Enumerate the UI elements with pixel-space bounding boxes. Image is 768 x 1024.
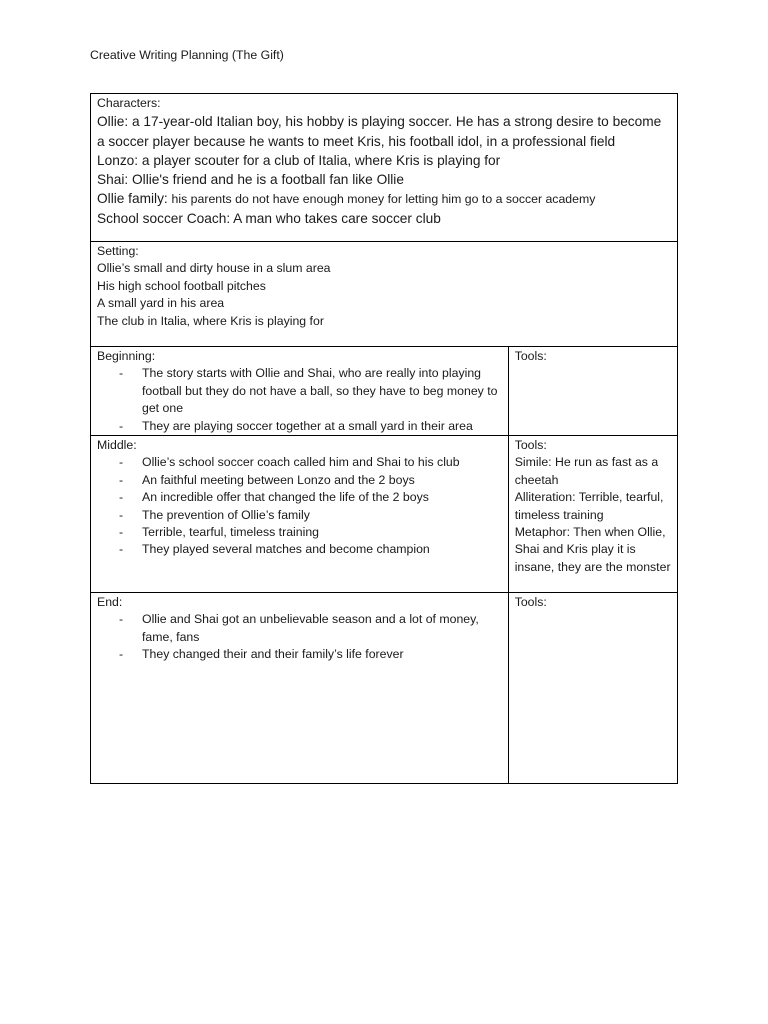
characters-cell bbox=[91, 94, 678, 242]
dash-bullet: - bbox=[119, 366, 124, 381]
setting-cell bbox=[91, 242, 678, 347]
beginning-item bbox=[97, 365, 502, 417]
beginning-item-text: The story starts with Ollie and Shai, who are really into playing football but they do not have a ball, so they have to beg money to get one bbox=[142, 366, 498, 416]
end-tools-label: Tools: bbox=[514, 595, 547, 610]
end-item bbox=[97, 646, 502, 663]
dash-bullet: - bbox=[119, 418, 124, 433]
beginning-tools-cell bbox=[508, 347, 677, 436]
end-item-text: Ollie and Shai got an unbelievable season and a lot of money, fame, fans bbox=[142, 612, 479, 644]
end-tools-cell bbox=[508, 593, 677, 784]
middle-cell bbox=[91, 436, 509, 593]
setting-item: The club in Italia, where Kris is playing for bbox=[97, 313, 324, 328]
end-cell bbox=[91, 593, 509, 784]
character-family-prefix: Ollie family: bbox=[97, 191, 172, 207]
end-list bbox=[97, 611, 502, 663]
planning-table bbox=[90, 93, 678, 784]
middle-item bbox=[97, 524, 502, 541]
tool-metaphor: Metaphor: Then when Ollie, Shai and Kris play it is insane, they are the monster bbox=[514, 525, 671, 574]
setting-label: Setting: bbox=[97, 244, 139, 258]
dash-bullet: - bbox=[119, 542, 124, 557]
character-lonzo: Lonzo: a player scouter for a club of Italia, where Kris is playing for bbox=[97, 152, 501, 168]
middle-item-text: An faithful meeting between Lonzo and the 2 boys bbox=[142, 472, 415, 487]
middle-item bbox=[97, 454, 502, 471]
end-item-text: They changed their and their family’s life forever bbox=[142, 647, 404, 662]
characters-row bbox=[91, 94, 678, 242]
middle-item-text: They played several matches and become champion bbox=[142, 542, 430, 557]
character-shai: Shai: Ollie's friend and he is a football fan like Ollie bbox=[97, 172, 404, 188]
middle-row bbox=[91, 436, 678, 593]
middle-list bbox=[97, 454, 502, 558]
beginning-label: Beginning: bbox=[97, 349, 156, 363]
tool-alliteration: Alliteration: Terrible, tearful, timeless training bbox=[514, 490, 664, 522]
middle-item-text: The prevention of Ollie’s family bbox=[142, 507, 310, 522]
characters-label: Characters: bbox=[97, 96, 161, 110]
character-coach: School soccer Coach: A man who takes care soccer club bbox=[97, 210, 441, 226]
character-family-text: his parents do not have enough money for letting him go to a soccer academy bbox=[171, 192, 596, 207]
character-ollie: Ollie: a 17-year-old Italian boy, his hobby is playing soccer. He has a strong desire to become a soccer player because he wants to meet Kris, his football idol, in a professional field bbox=[97, 114, 662, 149]
beginning-cell bbox=[91, 347, 509, 436]
beginning-row bbox=[91, 347, 678, 436]
dash-bullet: - bbox=[119, 507, 124, 522]
end-label: End: bbox=[97, 595, 123, 610]
dash-bullet: - bbox=[119, 490, 124, 505]
middle-item bbox=[97, 507, 502, 524]
middle-tools-label: Tools: bbox=[514, 438, 547, 453]
middle-item-text: Ollie’s school soccer coach called him and Shai to his club bbox=[142, 455, 460, 470]
document-title: Creative Writing Planning (The Gift) bbox=[90, 48, 284, 62]
beginning-item-text: They are playing soccer together at a small yard in their area bbox=[142, 418, 473, 433]
beginning-tools-label: Tools: bbox=[514, 349, 547, 363]
dash-bullet: - bbox=[119, 455, 124, 470]
dash-bullet: - bbox=[119, 525, 124, 540]
beginning-list bbox=[97, 365, 502, 435]
middle-item bbox=[97, 489, 502, 506]
setting-item: His high school football pitches bbox=[97, 278, 266, 293]
character-family bbox=[97, 189, 671, 208]
tool-simile: Simile: He run as fast as a cheetah bbox=[514, 455, 659, 487]
dash-bullet: - bbox=[119, 472, 124, 487]
middle-item bbox=[97, 472, 502, 489]
middle-tools-cell bbox=[508, 436, 677, 593]
dash-bullet: - bbox=[119, 647, 124, 662]
end-row bbox=[91, 593, 678, 784]
beginning-item bbox=[97, 418, 502, 435]
setting-item: A small yard in his area bbox=[97, 296, 225, 311]
dash-bullet: - bbox=[119, 612, 124, 627]
middle-item bbox=[97, 541, 502, 558]
setting-item: Ollie’s small and dirty house in a slum area bbox=[97, 261, 331, 276]
setting-row bbox=[91, 242, 678, 347]
middle-label: Middle: bbox=[97, 438, 137, 453]
middle-item-text: An incredible offer that changed the life of the 2 boys bbox=[142, 490, 429, 505]
middle-item-text: Terrible, tearful, timeless training bbox=[142, 525, 320, 540]
end-item bbox=[97, 611, 502, 646]
